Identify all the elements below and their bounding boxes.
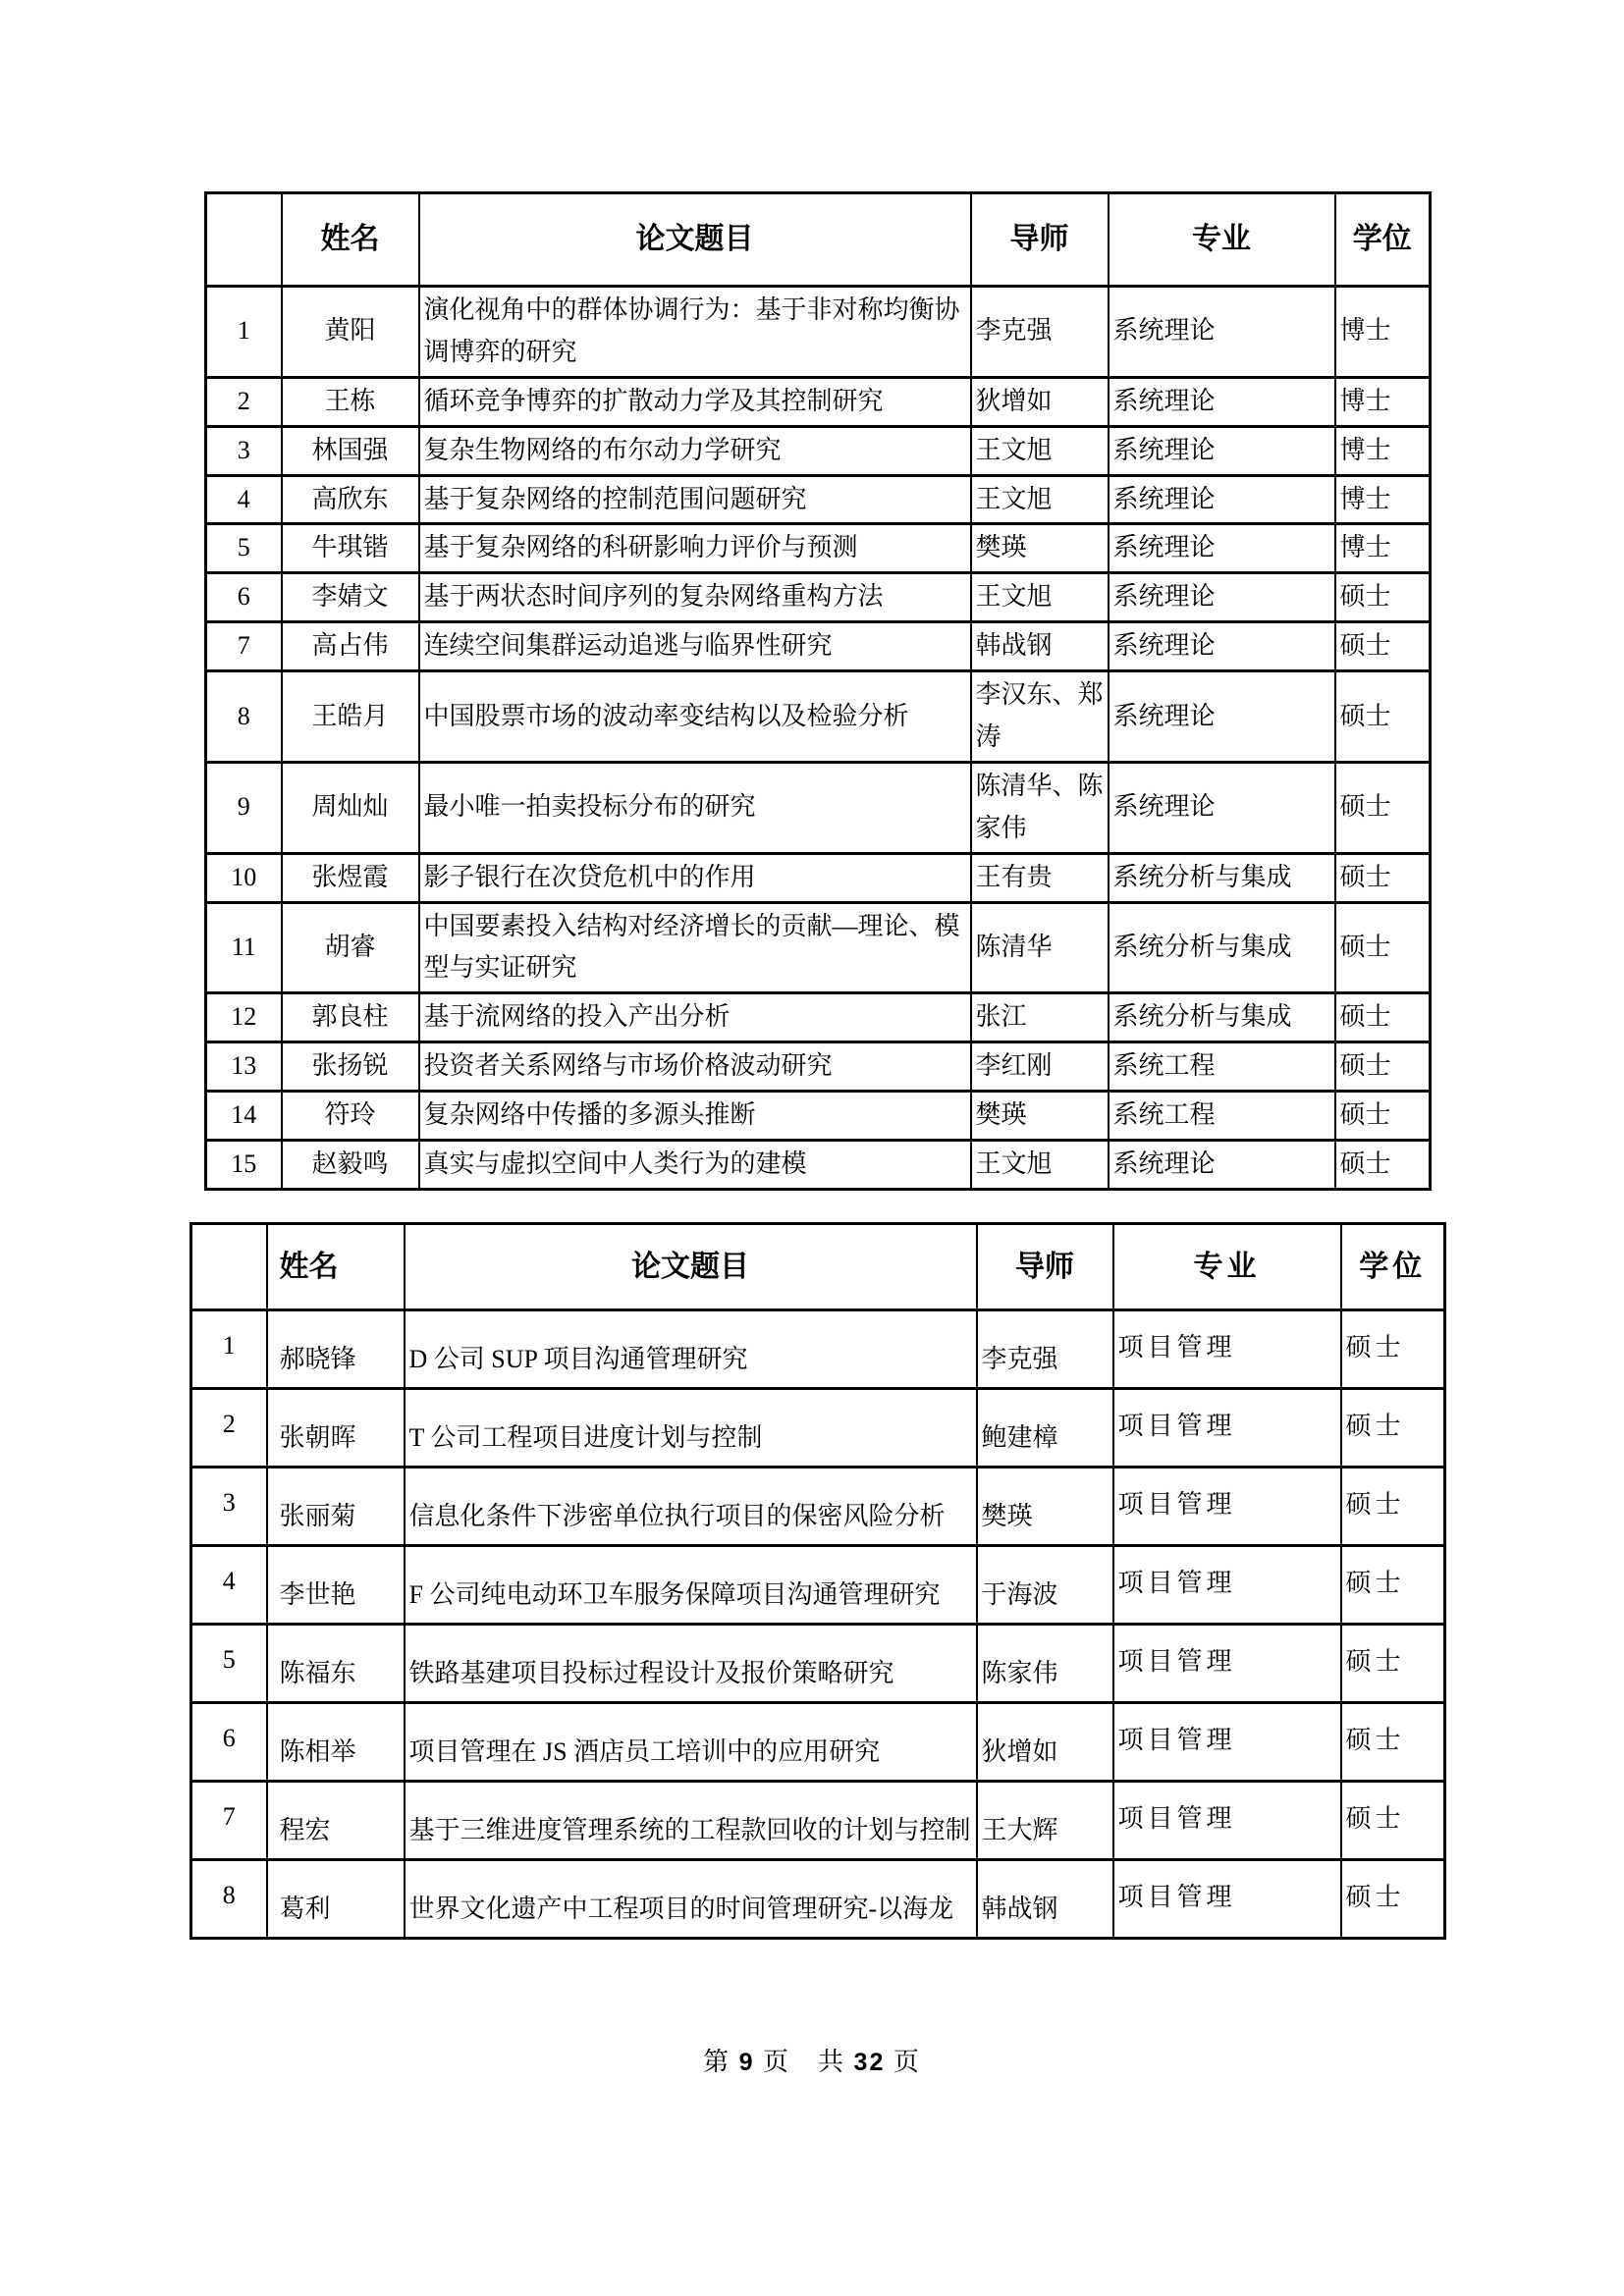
row-index: 3 — [206, 426, 282, 475]
row-index: 6 — [191, 1703, 267, 1782]
major: 项目管理 — [1113, 1310, 1341, 1389]
major: 系统理论 — [1109, 377, 1335, 426]
student-name: 陈相举 — [267, 1703, 405, 1782]
table-row — [206, 573, 1431, 622]
thesis-title: D 公司 SUP 项目沟通管理研究 — [405, 1310, 977, 1389]
thesis-title: 项目管理在 JS 酒店员工培训中的应用研究 — [405, 1703, 977, 1782]
thesis-title: 复杂网络中传播的多源头推断 — [419, 1092, 971, 1141]
col-header-index — [191, 1224, 267, 1310]
col-header-advisor: 导师 — [977, 1224, 1113, 1310]
major: 项目管理 — [1113, 1468, 1341, 1546]
major: 系统分析与集成 — [1109, 853, 1335, 902]
student-name: 王栋 — [282, 377, 419, 426]
row-index: 4 — [191, 1546, 267, 1625]
major: 系统理论 — [1109, 671, 1335, 763]
thesis-title: 中国股票市场的波动率变结构以及检验分析 — [419, 671, 971, 763]
footer-text: 页 共 — [754, 2048, 854, 2076]
row-index: 6 — [206, 573, 282, 622]
advisor-name: 李克强 — [977, 1310, 1113, 1389]
table-row — [206, 993, 1431, 1042]
degree: 博士 — [1335, 287, 1431, 378]
thesis-title: 复杂生物网络的布尔动力学研究 — [419, 426, 971, 475]
table-row — [191, 1703, 1445, 1782]
thesis-table-1 — [204, 191, 1432, 1191]
degree: 硕士 — [1341, 1703, 1445, 1782]
row-index: 13 — [206, 1042, 282, 1092]
advisor-name: 狄增如 — [971, 377, 1109, 426]
thesis-title: 最小唯一拍卖投标分布的研究 — [419, 762, 971, 853]
thesis-title: 投资者关系网络与市场价格波动研究 — [419, 1042, 971, 1092]
student-name: 葛利 — [267, 1860, 405, 1939]
major: 系统分析与集成 — [1109, 902, 1335, 993]
major: 系统理论 — [1109, 762, 1335, 853]
page-footer — [0, 2042, 1624, 2078]
degree: 博士 — [1335, 475, 1431, 524]
degree: 硕士 — [1335, 1042, 1431, 1092]
advisor-name: 陈清华 — [971, 902, 1109, 993]
student-name: 张扬锐 — [282, 1042, 419, 1092]
col-header-major: 专业 — [1109, 193, 1335, 287]
table-row — [206, 287, 1431, 378]
row-index: 11 — [206, 902, 282, 993]
advisor-name: 王大辉 — [977, 1782, 1113, 1860]
table-row — [206, 377, 1431, 426]
thesis-title: 基于复杂网络的科研影响力评价与预测 — [419, 524, 971, 573]
row-index: 2 — [191, 1389, 267, 1468]
student-name: 郭良柱 — [282, 993, 419, 1042]
advisor-name: 王文旭 — [971, 1141, 1109, 1190]
table-row — [206, 1141, 1431, 1190]
degree: 博士 — [1335, 524, 1431, 573]
row-index: 8 — [191, 1860, 267, 1939]
thesis-title: 中国要素投入结构对经济增长的贡献—理论、模型与实证研究 — [419, 902, 971, 993]
degree: 硕士 — [1341, 1468, 1445, 1546]
row-index: 4 — [206, 475, 282, 524]
table-row — [206, 1092, 1431, 1141]
col-header-degree: 学位 — [1341, 1224, 1445, 1310]
thesis-title: T 公司工程项目进度计划与控制 — [405, 1389, 977, 1468]
table-row — [206, 671, 1431, 763]
degree: 硕士 — [1341, 1310, 1445, 1389]
degree: 博士 — [1335, 426, 1431, 475]
row-index: 2 — [206, 377, 282, 426]
major: 系统工程 — [1109, 1042, 1335, 1092]
row-index: 5 — [206, 524, 282, 573]
student-name: 郝晓锋 — [267, 1310, 405, 1389]
row-index: 10 — [206, 853, 282, 902]
advisor-name: 陈清华、陈家伟 — [971, 762, 1109, 853]
student-name: 林国强 — [282, 426, 419, 475]
student-name: 张丽菊 — [267, 1468, 405, 1546]
degree: 硕士 — [1341, 1389, 1445, 1468]
student-name: 张朝晖 — [267, 1389, 405, 1468]
thesis-title: 基于流网络的投入产出分析 — [419, 993, 971, 1042]
degree: 硕士 — [1335, 622, 1431, 671]
student-name: 程宏 — [267, 1782, 405, 1860]
degree: 博士 — [1335, 377, 1431, 426]
major: 项目管理 — [1113, 1703, 1341, 1782]
table-row — [206, 475, 1431, 524]
advisor-name: 韩战钢 — [971, 622, 1109, 671]
degree: 硕士 — [1335, 762, 1431, 853]
col-header-name: 姓名 — [282, 193, 419, 287]
footer-total-pages: 32 — [853, 2049, 886, 2076]
major: 项目管理 — [1113, 1860, 1341, 1939]
advisor-name: 韩战钢 — [977, 1860, 1113, 1939]
degree: 硕士 — [1335, 853, 1431, 902]
degree: 硕士 — [1335, 1141, 1431, 1190]
advisor-name: 于海波 — [977, 1546, 1113, 1625]
table-row — [191, 1310, 1445, 1389]
advisor-name: 樊瑛 — [977, 1468, 1113, 1546]
student-name: 赵毅鸣 — [282, 1141, 419, 1190]
row-index: 1 — [206, 287, 282, 378]
major: 项目管理 — [1113, 1546, 1341, 1625]
row-index: 5 — [191, 1625, 267, 1703]
major: 系统理论 — [1109, 475, 1335, 524]
advisor-name: 王文旭 — [971, 475, 1109, 524]
advisor-name: 王文旭 — [971, 573, 1109, 622]
student-name: 李婧文 — [282, 573, 419, 622]
major: 系统理论 — [1109, 622, 1335, 671]
table-row — [191, 1468, 1445, 1546]
row-index: 8 — [206, 671, 282, 763]
student-name: 黄阳 — [282, 287, 419, 378]
student-name: 李世艳 — [267, 1546, 405, 1625]
table-row — [191, 1546, 1445, 1625]
thesis-table-2 — [189, 1222, 1446, 1940]
major: 系统分析与集成 — [1109, 993, 1335, 1042]
advisor-name: 李汉东、郑涛 — [971, 671, 1109, 763]
advisor-name: 狄增如 — [977, 1703, 1113, 1782]
degree: 硕士 — [1341, 1625, 1445, 1703]
table-row — [191, 1625, 1445, 1703]
thesis-title: 循环竞争博弈的扩散动力学及其控制研究 — [419, 377, 971, 426]
thesis-title: 铁路基建项目投标过程设计及报价策略研究 — [405, 1625, 977, 1703]
table-row — [206, 853, 1431, 902]
major: 项目管理 — [1113, 1782, 1341, 1860]
major: 系统工程 — [1109, 1092, 1335, 1141]
thesis-title: 演化视角中的群体协调行为：基于非对称均衡协调博弈的研究 — [419, 287, 971, 378]
thesis-title: 世界文化遗产中工程项目的时间管理研究-以海龙 — [405, 1860, 977, 1939]
major: 系统理论 — [1109, 426, 1335, 475]
table-row — [191, 1860, 1445, 1939]
advisor-name: 李红刚 — [971, 1042, 1109, 1092]
col-header-major: 专业 — [1113, 1224, 1341, 1310]
table-row — [191, 1389, 1445, 1468]
advisor-name: 樊瑛 — [971, 524, 1109, 573]
row-index: 9 — [206, 762, 282, 853]
row-index: 1 — [191, 1310, 267, 1389]
student-name: 张煜霞 — [282, 853, 419, 902]
advisor-name: 樊瑛 — [971, 1092, 1109, 1141]
footer-text: 第 — [703, 2048, 739, 2076]
row-index: 3 — [191, 1468, 267, 1546]
student-name: 周灿灿 — [282, 762, 419, 853]
thesis-title: 连续空间集群运动追逃与临界性研究 — [419, 622, 971, 671]
col-header-name: 姓名 — [267, 1224, 405, 1310]
advisor-name: 李克强 — [971, 287, 1109, 378]
thesis-title: 影子银行在次贷危机中的作用 — [419, 853, 971, 902]
major: 项目管理 — [1113, 1389, 1341, 1468]
advisor-name: 张江 — [971, 993, 1109, 1042]
row-index: 7 — [206, 622, 282, 671]
major: 系统理论 — [1109, 573, 1335, 622]
thesis-title: 信息化条件下涉密单位执行项目的保密风险分析 — [405, 1468, 977, 1546]
degree: 硕士 — [1341, 1782, 1445, 1860]
advisor-name: 王有贵 — [971, 853, 1109, 902]
thesis-title: 基于复杂网络的控制范围问题研究 — [419, 475, 971, 524]
thesis-title: 基于两状态时间序列的复杂网络重构方法 — [419, 573, 971, 622]
col-header-advisor: 导师 — [971, 193, 1109, 287]
degree: 硕士 — [1341, 1546, 1445, 1625]
col-header-title: 论文题目 — [419, 193, 971, 287]
major: 项目管理 — [1113, 1625, 1341, 1703]
student-name: 胡睿 — [282, 902, 419, 993]
col-header-index — [206, 193, 282, 287]
degree: 硕士 — [1335, 902, 1431, 993]
row-index: 7 — [191, 1782, 267, 1860]
table-row — [206, 524, 1431, 573]
footer-page-number: 9 — [738, 2049, 755, 2076]
thesis-title: 真实与虚拟空间中人类行为的建模 — [419, 1141, 971, 1190]
table-row — [206, 622, 1431, 671]
col-header-title: 论文题目 — [405, 1224, 977, 1310]
student-name: 王皓月 — [282, 671, 419, 763]
student-name: 高占伟 — [282, 622, 419, 671]
table-row — [206, 902, 1431, 993]
row-index: 12 — [206, 993, 282, 1042]
thesis-title: F 公司纯电动环卫车服务保障项目沟通管理研究 — [405, 1546, 977, 1625]
table-row — [206, 1042, 1431, 1092]
col-header-degree: 学位 — [1335, 193, 1431, 287]
student-name: 高欣东 — [282, 475, 419, 524]
table2-header-row — [191, 1224, 1445, 1310]
degree: 硕士 — [1335, 993, 1431, 1042]
major: 系统理论 — [1109, 1141, 1335, 1190]
degree: 硕士 — [1335, 573, 1431, 622]
degree: 硕士 — [1335, 671, 1431, 763]
degree: 硕士 — [1335, 1092, 1431, 1141]
advisor-name: 鲍建樟 — [977, 1389, 1113, 1468]
row-index: 15 — [206, 1141, 282, 1190]
advisor-name: 陈家伟 — [977, 1625, 1113, 1703]
table-row — [191, 1782, 1445, 1860]
degree: 硕士 — [1341, 1860, 1445, 1939]
major: 系统理论 — [1109, 287, 1335, 378]
row-index: 14 — [206, 1092, 282, 1141]
footer-text: 页 — [885, 2048, 921, 2076]
student-name: 符玲 — [282, 1092, 419, 1141]
table-row — [206, 762, 1431, 853]
thesis-title: 基于三维进度管理系统的工程款回收的计划与控制 — [405, 1782, 977, 1860]
student-name: 陈福东 — [267, 1625, 405, 1703]
student-name: 牛琪锴 — [282, 524, 419, 573]
major: 系统理论 — [1109, 524, 1335, 573]
table1-header-row — [206, 193, 1431, 287]
advisor-name: 王文旭 — [971, 426, 1109, 475]
table-row — [206, 426, 1431, 475]
